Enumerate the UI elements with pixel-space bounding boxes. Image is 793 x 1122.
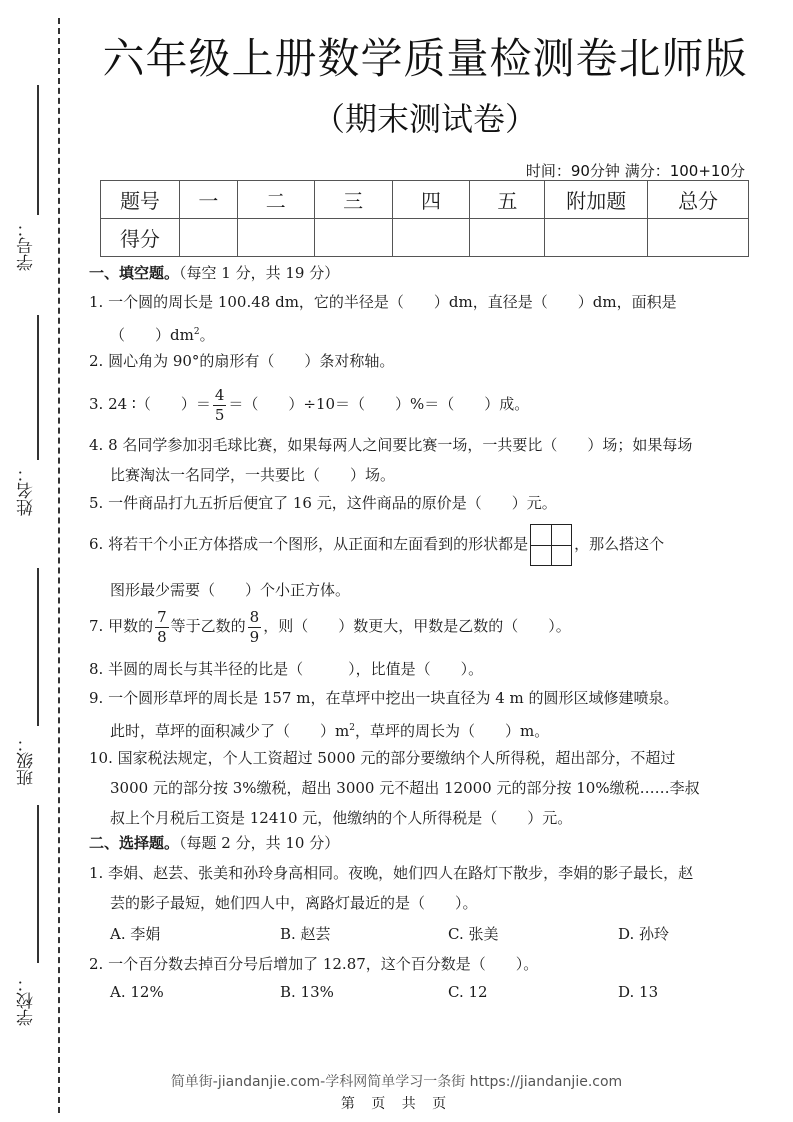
question-text: 1. 一个圆的周长是 100.48 dm，它的半径是（ ）dm，直径是（ ）dm，面积是: [89, 293, 677, 311]
question-1-1: [89, 287, 739, 350]
name-line: [37, 315, 39, 460]
question-text-cont: 3000 元的部分按 3%缴税，超出 3000 元不超出 12000 元的部分按 10%缴税……李叔: [110, 779, 700, 797]
class-line: [37, 568, 39, 726]
option-d[interactable]: D. 孙玲: [618, 925, 670, 943]
option-c[interactable]: C. 12: [448, 983, 488, 1001]
exam-meta: 时间：90分钟 满分：100+10分: [525, 162, 745, 180]
student-id-line: [37, 85, 39, 215]
name-label: 姓名：: [17, 465, 37, 516]
question-text-cont: [89, 713, 739, 746]
question-text: ，草坪的周长为（ ）m。: [354, 722, 550, 740]
question-text: ，那么搭这个: [574, 535, 665, 553]
header-cell: 四: [392, 181, 470, 219]
header-cell: 总分: [648, 181, 749, 219]
watermark-footer: 简单街-jiandanjie.com-学科网简单学习一条街 https://jiandanjie.com: [170, 1074, 623, 1090]
score-cell[interactable]: [179, 219, 237, 257]
option-a[interactable]: A. 李娟: [110, 925, 161, 943]
option-b[interactable]: B. 赵芸: [280, 925, 331, 943]
option-a[interactable]: A. 12%: [110, 983, 164, 1001]
question-text: （ ）dm: [110, 326, 194, 344]
question-2-1: [89, 858, 739, 918]
score-cell[interactable]: [237, 219, 314, 257]
numerator: 7: [157, 607, 167, 626]
fraction: [248, 607, 262, 646]
section-1-heading: [89, 262, 339, 283]
score-cell[interactable]: [392, 219, 470, 257]
question-text: 4. 8 名同学参加羽毛球比赛，如果每两人之间要比赛一场，一共要比（ ）场；如果每场: [89, 436, 693, 454]
student-id-label: 学号：: [17, 220, 37, 271]
question-1-4: [89, 430, 739, 490]
section-2-title: 二、选择题。: [89, 834, 180, 852]
section-2-note: （每题 2 分，共 10 分）: [179, 834, 340, 852]
question-text: ，则（ ）数更大，甲数是乙数的（ ）。: [263, 617, 571, 635]
superscript: 2: [349, 723, 355, 733]
question-1-8: 8. 半圆的周长与其半径的比是（ ），比值是（ ）。: [89, 660, 484, 678]
question-1-9: [89, 683, 739, 746]
superscript: 2: [193, 327, 200, 337]
school-line: [37, 805, 39, 963]
section-1-title: 一、填空题。: [89, 264, 180, 282]
score-row-label: 得分: [101, 219, 180, 257]
question-text: 7. 甲数的: [89, 617, 154, 635]
question-text: 3. 24 ∶（ ）＝: [89, 395, 211, 413]
question-text: ＝（ ）÷10＝（ ）%＝（ ）成。: [228, 395, 530, 413]
score-cell[interactable]: [648, 219, 749, 257]
header-cell: 三: [314, 181, 392, 219]
question-text-cont: 芸的影子最短，她们四人中，离路灯最近的是（ ）。: [110, 894, 478, 912]
class-label: 班级：: [17, 735, 37, 786]
question-1-7: [89, 606, 739, 646]
fraction: [155, 607, 169, 646]
denominator: 8: [157, 627, 167, 646]
fraction: [213, 385, 227, 424]
question-1-5: 5. 一件商品打九五折后便宜了 16 元，这件商品的原价是（ ）元。: [89, 494, 557, 512]
page-subtitle: （期末测试卷）: [312, 100, 537, 138]
question-text-cont: 叔上个月税后工资是 12410 元，他缴纳的个人所得税是（ ）元。: [110, 809, 573, 827]
header-cell: 五: [470, 181, 545, 219]
numerator: 8: [249, 607, 260, 626]
question-text: 9. 一个圆形草坪的周长是 157 m，在草坪中挖出一块直径为 4 m 的圆形区域修建喷泉。: [89, 689, 679, 707]
denominator: 9: [249, 627, 260, 646]
question-2-2: 2. 一个百分数去掉百分号后增加了 12.87，这个百分数是（ ）。: [89, 955, 539, 973]
numerator: 4: [214, 385, 225, 404]
question-1-3: [89, 384, 739, 424]
section-1-note: （每空 1 分，共 19 分）: [179, 264, 340, 282]
question-1-6: [89, 522, 739, 612]
option-d[interactable]: D. 13: [618, 983, 659, 1001]
section-2-heading: [89, 832, 339, 853]
page-number: 第 页 共 页: [340, 1096, 453, 1112]
score-table-header-row: [101, 181, 749, 219]
question-text: 此时，草坪的面积减少了（ ）m: [110, 722, 350, 740]
score-cell[interactable]: [470, 219, 545, 257]
question-1-2: 2. 圆心角为 90°的扇形有（ ）条对称轴。: [89, 352, 395, 370]
question-text: 等于乙数的: [170, 617, 246, 635]
binding-dashed-line: [58, 18, 60, 1113]
header-cell: 一: [179, 181, 237, 219]
option-b[interactable]: B. 13%: [280, 983, 334, 1001]
question-text: 6. 将若干个小正方体搭成一个图形，从正面和左面看到的形状都是: [89, 535, 529, 553]
header-cell: 附加题: [545, 181, 648, 219]
question-text-cont: 比赛淘汰一名同学，一共要比（ ）场。: [110, 466, 396, 484]
question-text: 1. 李娟、赵芸、张美和孙玲身高相同。夜晚，她们四人在路灯下散步，李娟的影子最长，赵: [89, 864, 694, 882]
question-text: 10. 国家税法规定，个人工资超过 5000 元的部分要缴纳个人所得税，超出部分，不超过: [89, 749, 676, 767]
denominator: 5: [214, 405, 225, 424]
score-cell[interactable]: [545, 219, 648, 257]
question-text-cont: 图形最少需要（ ）个小正方体。: [110, 581, 351, 599]
header-cell: 题号: [101, 181, 180, 219]
square-grid-view-icon: [530, 524, 572, 566]
option-c[interactable]: C. 张美: [448, 925, 499, 943]
header-cell: 二: [237, 181, 314, 219]
school-label: 学校：: [17, 975, 37, 1026]
score-cell[interactable]: [314, 219, 392, 257]
question-1-10: [89, 743, 739, 833]
question-text: 。: [199, 326, 215, 344]
score-table: [100, 180, 749, 257]
score-table-score-row: [101, 219, 749, 257]
page-title: 六年级上册数学质量检测卷北师版: [102, 34, 748, 83]
